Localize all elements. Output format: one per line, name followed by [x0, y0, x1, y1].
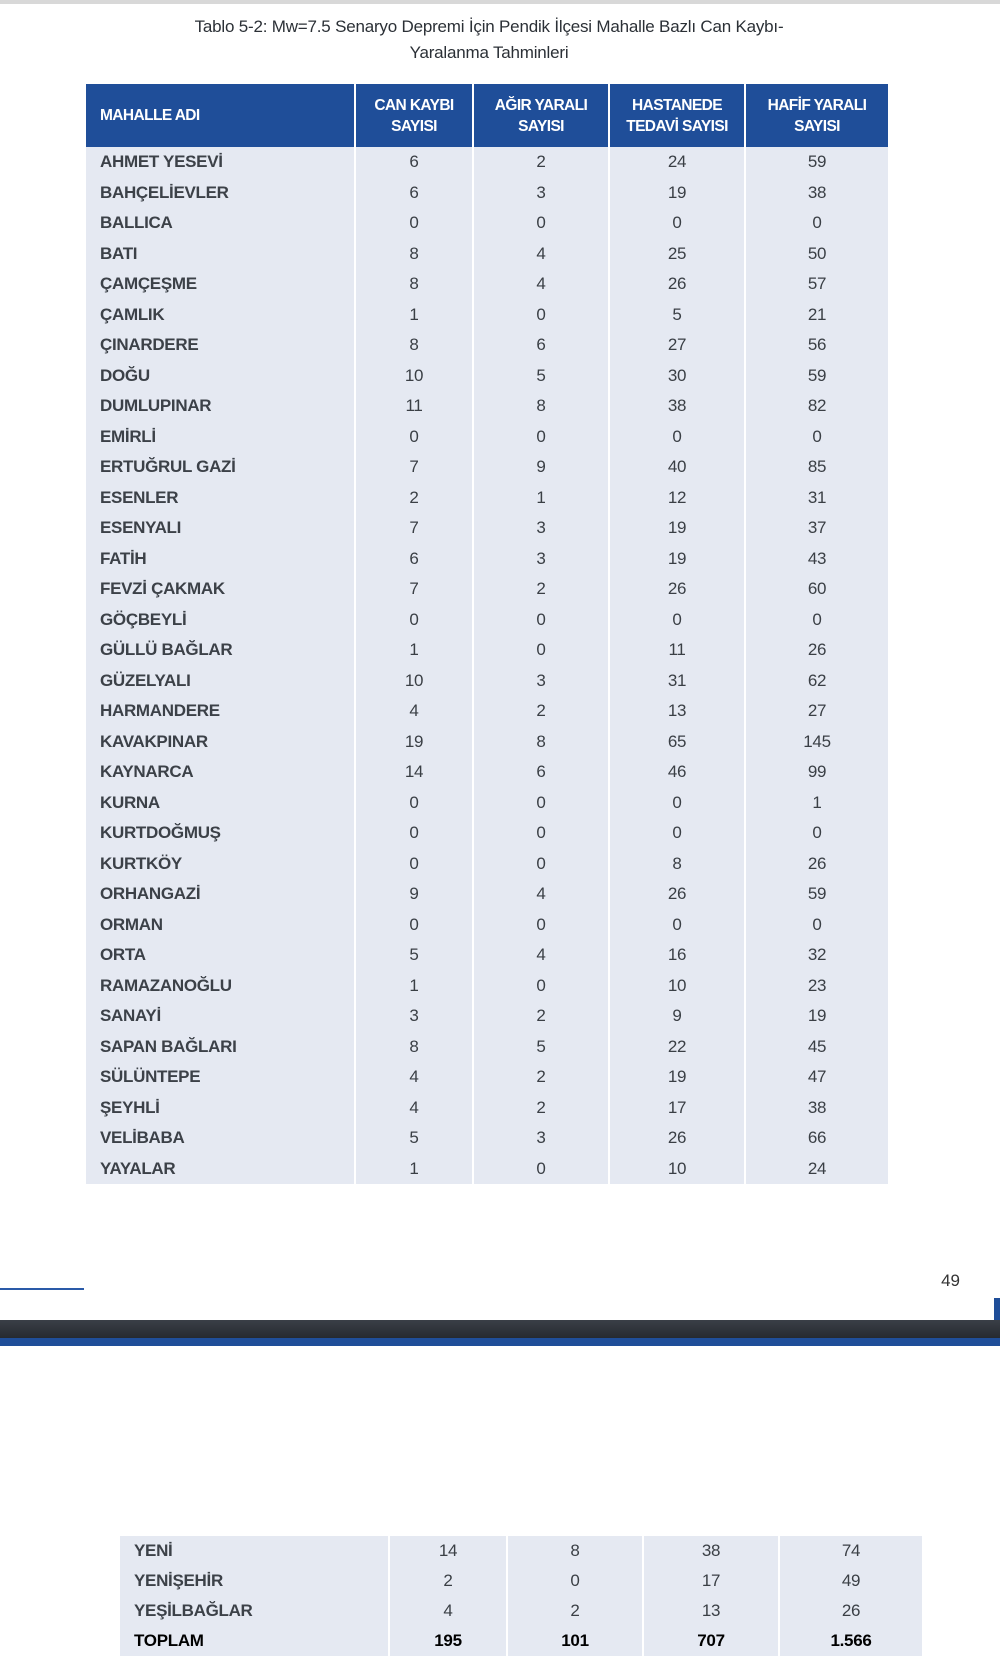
value-cell: 8	[474, 727, 610, 758]
value-cell: 8	[356, 330, 474, 361]
value-cell: 59	[746, 879, 888, 910]
value-cell: 0	[356, 422, 474, 453]
neighborhood-name-cell: FATİH	[86, 544, 356, 575]
value-cell: 43	[746, 544, 888, 575]
caption-line-2: Yaralanma Tahminleri	[409, 43, 569, 62]
value-cell: 26	[610, 269, 746, 300]
neighborhood-name-cell: EMİRLİ	[86, 422, 356, 453]
header-label: TEDAVİ SAYISI	[626, 117, 728, 135]
table-row	[86, 696, 888, 727]
neighborhood-name-cell: YAYALAR	[86, 1154, 356, 1185]
footer-rule	[0, 1288, 84, 1290]
value-cell: 19	[610, 178, 746, 209]
value-cell: 66	[746, 1123, 888, 1154]
table-body	[86, 147, 888, 1184]
casualty-table-continuation-container	[120, 1536, 922, 1656]
value-cell: 82	[746, 391, 888, 422]
table-row	[86, 361, 888, 392]
value-cell: 21	[746, 300, 888, 331]
table-row	[86, 635, 888, 666]
casualty-table-container	[86, 84, 888, 1184]
page-divider	[0, 1320, 1000, 1338]
value-cell: 38	[644, 1536, 780, 1566]
value-cell: 10	[610, 971, 746, 1002]
value-cell: 2	[508, 1596, 644, 1626]
value-cell: 2	[474, 1001, 610, 1032]
neighborhood-name-cell: ORTA	[86, 940, 356, 971]
value-cell: 62	[746, 666, 888, 697]
value-cell: 7	[356, 513, 474, 544]
value-cell: 0	[356, 605, 474, 636]
table-row	[86, 208, 888, 239]
value-cell: 2	[474, 1093, 610, 1124]
value-cell: 8	[474, 391, 610, 422]
casualty-table	[86, 84, 888, 1184]
value-cell: 8	[356, 1032, 474, 1063]
value-cell: 5	[356, 940, 474, 971]
value-cell: 31	[746, 483, 888, 514]
table-row	[86, 544, 888, 575]
value-cell: 32	[746, 940, 888, 971]
value-cell: 2	[474, 1062, 610, 1093]
value-cell: 26	[780, 1596, 922, 1626]
neighborhood-name-cell: BALLICA	[86, 208, 356, 239]
value-cell: 57	[746, 269, 888, 300]
value-cell: 4	[356, 1093, 474, 1124]
value-cell: 4	[390, 1596, 508, 1626]
value-cell: 1	[746, 788, 888, 819]
value-cell: 0	[508, 1566, 644, 1596]
value-cell: 4	[356, 696, 474, 727]
value-cell: 27	[746, 696, 888, 727]
continuation-body	[120, 1536, 922, 1656]
value-cell: 6	[474, 757, 610, 788]
value-cell: 19	[356, 727, 474, 758]
value-cell: 5	[356, 1123, 474, 1154]
value-cell: 3	[474, 544, 610, 575]
value-cell: 17	[644, 1566, 780, 1596]
value-cell: 31	[610, 666, 746, 697]
value-cell: 6	[356, 147, 474, 178]
value-cell: 3	[474, 666, 610, 697]
value-cell: 2	[474, 147, 610, 178]
value-cell: 8	[610, 849, 746, 880]
neighborhood-name-cell: DUMLUPINAR	[86, 391, 356, 422]
value-cell: 4	[474, 239, 610, 270]
neighborhood-name-cell: AHMET YESEVİ	[86, 147, 356, 178]
value-cell: 17	[610, 1093, 746, 1124]
value-cell: 0	[474, 605, 610, 636]
value-cell: 11	[610, 635, 746, 666]
table-row	[86, 1154, 888, 1185]
header-label: HASTANEDE	[632, 96, 722, 114]
value-cell: 7	[356, 574, 474, 605]
value-cell: 0	[610, 605, 746, 636]
value-cell: 0	[474, 971, 610, 1002]
neighborhood-name-cell: YEŞİLBAĞLAR	[120, 1596, 390, 1626]
neighborhood-name-cell: ÇAMLIK	[86, 300, 356, 331]
table-row	[86, 452, 888, 483]
value-cell: 19	[610, 1062, 746, 1093]
neighborhood-name-cell: BAHÇELİEVLER	[86, 178, 356, 209]
table-row	[86, 1032, 888, 1063]
value-cell: 9	[474, 452, 610, 483]
value-cell: 38	[746, 178, 888, 209]
value-cell: 9	[610, 1001, 746, 1032]
table-row	[86, 727, 888, 758]
header-label: HAFİF YARALI	[767, 96, 867, 114]
value-cell: 0	[474, 208, 610, 239]
table-row	[86, 513, 888, 544]
header-severe-injuries	[474, 84, 610, 147]
table-row	[86, 757, 888, 788]
value-cell: 4	[474, 879, 610, 910]
value-cell: 5	[474, 361, 610, 392]
table-row	[86, 239, 888, 270]
value-cell: 6	[474, 330, 610, 361]
value-cell: 0	[474, 635, 610, 666]
value-cell: 45	[746, 1032, 888, 1063]
value-cell: 24	[610, 147, 746, 178]
table-row	[86, 1123, 888, 1154]
value-cell: 1	[474, 483, 610, 514]
value-cell: 14	[390, 1536, 508, 1566]
value-cell: 37	[746, 513, 888, 544]
value-cell: 27	[610, 330, 746, 361]
table-row	[86, 574, 888, 605]
table-row	[86, 178, 888, 209]
value-cell: 99	[746, 757, 888, 788]
neighborhood-name-cell: RAMAZANOĞLU	[86, 971, 356, 1002]
table-row	[86, 910, 888, 941]
value-cell: 40	[610, 452, 746, 483]
value-cell: 74	[780, 1536, 922, 1566]
value-cell: 13	[610, 696, 746, 727]
value-cell: 0	[746, 605, 888, 636]
table-row	[86, 483, 888, 514]
value-cell: 0	[746, 422, 888, 453]
value-cell: 1	[356, 635, 474, 666]
value-cell: 10	[356, 361, 474, 392]
header-light-injuries	[746, 84, 888, 147]
value-cell: 0	[356, 788, 474, 819]
caption-line-1: Tablo 5-2: Mw=7.5 Senaryo Depremi İçin Pendik İlçesi Mahalle Bazlı Can Kaybı-	[194, 17, 784, 36]
value-cell: 19	[746, 1001, 888, 1032]
total-label-cell: TOPLAM	[120, 1626, 390, 1656]
table-row	[86, 1093, 888, 1124]
neighborhood-name-cell: YENİŞEHİR	[120, 1566, 390, 1596]
value-cell: 7	[356, 452, 474, 483]
neighborhood-name-cell: GÖÇBEYLİ	[86, 605, 356, 636]
neighborhood-name-cell: SANAYİ	[86, 1001, 356, 1032]
neighborhood-name-cell: ORMAN	[86, 910, 356, 941]
value-cell: 145	[746, 727, 888, 758]
value-cell: 26	[610, 1123, 746, 1154]
neighborhood-name-cell: SÜLÜNTEPE	[86, 1062, 356, 1093]
value-cell: 2	[356, 483, 474, 514]
value-cell: 23	[746, 971, 888, 1002]
neighborhood-name-cell: GÜLLÜ BAĞLAR	[86, 635, 356, 666]
header-deaths	[356, 84, 474, 147]
value-cell: 0	[746, 208, 888, 239]
table-row	[86, 1062, 888, 1093]
value-cell: 1	[356, 300, 474, 331]
value-cell: 11	[356, 391, 474, 422]
neighborhood-name-cell: BATI	[86, 239, 356, 270]
casualty-table-continuation	[120, 1536, 922, 1656]
value-cell: 26	[746, 635, 888, 666]
neighborhood-name-cell: ÇINARDERE	[86, 330, 356, 361]
page-divider-accent	[0, 1338, 1000, 1346]
value-cell: 3	[474, 1123, 610, 1154]
value-cell: 0	[474, 422, 610, 453]
neighborhood-name-cell: ORHANGAZİ	[86, 879, 356, 910]
value-cell: 16	[610, 940, 746, 971]
value-cell: 25	[610, 239, 746, 270]
value-cell: 26	[610, 574, 746, 605]
page-top-edge	[0, 0, 1000, 4]
neighborhood-name-cell: ERTUĞRUL GAZİ	[86, 452, 356, 483]
header-label: SAYISI	[518, 117, 564, 135]
value-cell: 0	[356, 208, 474, 239]
value-cell: 0	[356, 849, 474, 880]
value-cell: 0	[610, 422, 746, 453]
table-row	[86, 849, 888, 880]
header-label: SAYISI	[794, 117, 840, 135]
value-cell: 38	[746, 1093, 888, 1124]
neighborhood-name-cell: KAVAKPINAR	[86, 727, 356, 758]
table-row	[120, 1566, 922, 1596]
table-row	[120, 1536, 922, 1566]
value-cell: 10	[356, 666, 474, 697]
table-row	[86, 971, 888, 1002]
total-value-cell: 1.566	[780, 1626, 922, 1656]
value-cell: 5	[610, 300, 746, 331]
table-row	[86, 147, 888, 178]
table-row	[120, 1596, 922, 1626]
value-cell: 30	[610, 361, 746, 392]
value-cell: 24	[746, 1154, 888, 1185]
header-label: AĞIR YARALI	[494, 96, 588, 114]
value-cell: 59	[746, 147, 888, 178]
value-cell: 47	[746, 1062, 888, 1093]
neighborhood-name-cell: SAPAN BAĞLARI	[86, 1032, 356, 1063]
value-cell: 14	[356, 757, 474, 788]
value-cell: 0	[746, 910, 888, 941]
header-label: SAYISI	[391, 117, 437, 135]
value-cell: 8	[508, 1536, 644, 1566]
neighborhood-name-cell: VELİBABA	[86, 1123, 356, 1154]
value-cell: 3	[356, 1001, 474, 1032]
table-header-row	[86, 84, 888, 147]
value-cell: 12	[610, 483, 746, 514]
table-row	[86, 879, 888, 910]
total-value-cell: 707	[644, 1626, 780, 1656]
value-cell: 26	[746, 849, 888, 880]
page-number: 49	[941, 1271, 960, 1290]
value-cell: 49	[780, 1566, 922, 1596]
value-cell: 50	[746, 239, 888, 270]
table-row	[86, 940, 888, 971]
neighborhood-name-cell: HARMANDERE	[86, 696, 356, 727]
value-cell: 1	[356, 971, 474, 1002]
value-cell: 0	[474, 788, 610, 819]
value-cell: 26	[610, 879, 746, 910]
value-cell: 0	[474, 910, 610, 941]
value-cell: 60	[746, 574, 888, 605]
table-row	[86, 300, 888, 331]
value-cell: 3	[474, 178, 610, 209]
neighborhood-name-cell: KURNA	[86, 788, 356, 819]
neighborhood-name-cell: ESENLER	[86, 483, 356, 514]
value-cell: 0	[474, 818, 610, 849]
value-cell: 0	[746, 818, 888, 849]
value-cell: 5	[474, 1032, 610, 1063]
header-label: MAHALLE ADI	[100, 107, 200, 124]
value-cell: 19	[610, 544, 746, 575]
value-cell: 0	[610, 910, 746, 941]
table-row	[86, 605, 888, 636]
value-cell: 56	[746, 330, 888, 361]
value-cell: 0	[610, 818, 746, 849]
value-cell: 0	[474, 849, 610, 880]
value-cell: 4	[356, 1062, 474, 1093]
value-cell: 85	[746, 452, 888, 483]
neighborhood-name-cell: KURTDOĞMUŞ	[86, 818, 356, 849]
table-row	[86, 269, 888, 300]
neighborhood-name-cell: FEVZİ ÇAKMAK	[86, 574, 356, 605]
table-caption	[80, 14, 898, 66]
value-cell: 13	[644, 1596, 780, 1626]
value-cell: 65	[610, 727, 746, 758]
header-neighborhood-name	[86, 84, 356, 147]
value-cell: 3	[474, 513, 610, 544]
value-cell: 0	[610, 208, 746, 239]
value-cell: 59	[746, 361, 888, 392]
table-row	[86, 788, 888, 819]
value-cell: 2	[474, 574, 610, 605]
value-cell: 19	[610, 513, 746, 544]
total-value-cell: 195	[390, 1626, 508, 1656]
header-label: CAN KAYBI	[374, 96, 454, 114]
table-row	[86, 818, 888, 849]
value-cell: 10	[610, 1154, 746, 1185]
total-row	[120, 1626, 922, 1656]
value-cell: 1	[356, 1154, 474, 1185]
value-cell: 2	[474, 696, 610, 727]
neighborhood-name-cell: GÜZELYALI	[86, 666, 356, 697]
table-row	[86, 330, 888, 361]
value-cell: 46	[610, 757, 746, 788]
table-row	[86, 422, 888, 453]
value-cell: 0	[474, 1154, 610, 1185]
neighborhood-name-cell: KAYNARCA	[86, 757, 356, 788]
table-row	[86, 666, 888, 697]
header-hospital-treatment	[610, 84, 746, 147]
value-cell: 0	[474, 300, 610, 331]
value-cell: 8	[356, 269, 474, 300]
table-row	[86, 1001, 888, 1032]
value-cell: 38	[610, 391, 746, 422]
value-cell: 8	[356, 239, 474, 270]
total-value-cell: 101	[508, 1626, 644, 1656]
value-cell: 0	[356, 910, 474, 941]
neighborhood-name-cell: DOĞU	[86, 361, 356, 392]
table-row	[86, 391, 888, 422]
neighborhood-name-cell: ŞEYHLİ	[86, 1093, 356, 1124]
value-cell: 9	[356, 879, 474, 910]
value-cell: 4	[474, 940, 610, 971]
neighborhood-name-cell: YENİ	[120, 1536, 390, 1566]
value-cell: 4	[474, 269, 610, 300]
value-cell: 0	[610, 788, 746, 819]
value-cell: 22	[610, 1032, 746, 1063]
neighborhood-name-cell: ESENYALI	[86, 513, 356, 544]
value-cell: 0	[356, 818, 474, 849]
neighborhood-name-cell: KURTKÖY	[86, 849, 356, 880]
value-cell: 6	[356, 544, 474, 575]
value-cell: 2	[390, 1566, 508, 1596]
neighborhood-name-cell: ÇAMÇEŞME	[86, 269, 356, 300]
value-cell: 6	[356, 178, 474, 209]
